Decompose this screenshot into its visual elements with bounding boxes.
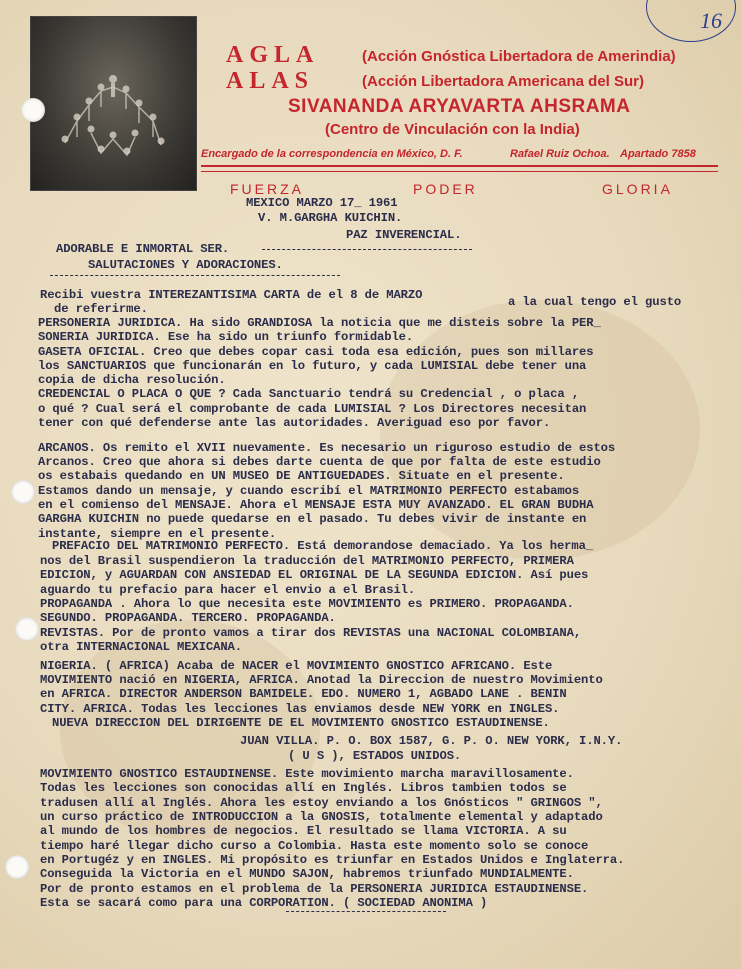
letter-line: aguardo tu prefacio para hacer el envio a el Brasil. (40, 583, 416, 597)
motto-poder: PODER (413, 181, 478, 197)
letter-line: en Portugéz y en INGLES. Mi propósito es triunfar en Estados Unidos e Inglaterra. (40, 853, 625, 867)
letter-line: Por de pronto estamos en el problema de la PERSONERIA JURIDICA ESTAUDINENSE. (40, 882, 589, 896)
letter-line: ( U S ), ESTADOS UNIDOS. (288, 749, 462, 763)
letter-line: PERSONERIA JURIDICA. Ha sido GRANDIOSA la noticia que me disteis sobre la PER_ (38, 316, 601, 330)
po-box: Apartado 7858 (620, 148, 696, 160)
letter-line: tradusen allí al Inglés. Ahora les estoy enviando a los Gnósticos " GRINGOS ", (40, 796, 603, 810)
letter-line: CREDENCIAL O PLACA O QUE ? Cada Sanctuario tendrá su Credencial , o placa , (38, 387, 580, 401)
letter-line: Recibi vuestra INTEREZANTISIMA CARTA de el 8 de MARZO (40, 288, 423, 302)
letter-line: ARCANOS. Os remito el XVII nuevamente. Es necesario un riguroso estudio de estos (38, 441, 616, 455)
letter-line: ADORABLE E INMORTAL SER. (56, 242, 230, 256)
letter-line: MOVIMIENTO nació en NIGERIA, AFRICA. Anotad la Direccion de nuestro Movimiento (40, 673, 603, 687)
org1-description: (Acción Gnóstica Libertadora de Amerindia) (362, 48, 676, 65)
letter-line: a la cual tengo el gusto (508, 295, 682, 309)
letter-line: GASETA OFICIAL. Creo que debes copar casi toda esa edición, pues son millares (38, 345, 594, 359)
corner-circle-mark (646, 0, 736, 42)
letter-line: tiempo haré llegar dicho curso a Colombia. Hasta este momento solo se conoce (40, 839, 589, 853)
letter-line: instante, siempre en el presente. (38, 527, 277, 541)
letter-line: nos del Brasil suspendieron la traducción del MATRIMONIO PERFECTO, PRIMERA (40, 554, 574, 568)
org2-description: (Acción Libertadora Americana del Sur) (362, 73, 645, 90)
letter-line: MOVIMIENTO GNOSTICO ESTAUDINENSE. Este movimiento marcha maravillosamente. (40, 767, 574, 781)
letter-line: EDICION, y AGUARDAN CON ANSIEDAD EL ORIGINAL DE LA SEGUNDA EDICION. Así pues (40, 568, 589, 582)
letter-line: Estamos dando un mensaje, y cuando escribí el MATRIMONIO PERFECTO estabamos (38, 484, 580, 498)
correspondence-note: Encargado de la correspondencia en México, D. F. (201, 148, 463, 160)
letter-line: o qué ? Cual será el comprobante de cada LUMISIAL ? Los Directores necesitan (38, 402, 587, 416)
letter-line: al mundo de los hombres de negocios. El resultado se llama VICTORIA. A su (40, 824, 567, 838)
letter-line: de referirme. (54, 302, 148, 316)
letter-line: Arcanos. Creo que ahora si debes darte cuenta de que por falta de este estudio (38, 455, 601, 469)
motto-fuerza: FUERZA (230, 181, 304, 197)
dashed-line (50, 275, 340, 276)
letter-line: Conseguida la Victoria en el MUNDO SAJON, habremos triunfado MUNDIALMENTE. (40, 867, 574, 881)
letter-line: PREFACIO DEL MATRIMONIO PERFECTO. Está demorandose demaciado. Ya los herma_ (52, 539, 594, 553)
letter-line: GARGHA KUICHIN no puede quedarse en el pasado. Tu debes vivir de instante en (38, 512, 587, 526)
letter-line: NUEVA DIRECCION DEL DIRIGENTE DE EL MOVIMIENTO GNOSTICO ESTAUDINENSE. (52, 716, 550, 730)
letter-line: un curso práctico de INTRODUCCION a la GNOSIS, totalmente elemental y adaptado (40, 810, 603, 824)
dancers-photo (30, 16, 197, 191)
letter-date: MEXICO MARZO 17_ 1961 (246, 196, 398, 210)
letter-line: otra INTERNACIONAL MEXICANA. (40, 640, 242, 654)
letter-line: en AFRICA. DIRECTOR ANDERSON BAMIDELE. EDO. NUMERO 1, AGBADO LANE . BENIN (40, 687, 567, 701)
letter-line: REVISTAS. Por de pronto vamos a tirar dos REVISTAS una NACIONAL COLOMBIANA, (40, 626, 582, 640)
letter-addressee: V. M.GARGHA KUICHIN. (258, 211, 403, 225)
header-rule (201, 171, 718, 172)
org2-name: ALAS (226, 68, 315, 94)
dashed-line (262, 249, 472, 250)
letter-line: copia de dicha resolución. (38, 373, 226, 387)
letter-line: SALUTACIONES Y ADORACIONES. (88, 258, 283, 272)
letter-line: los SANCTUARIOS que funcionarán en lo futuro, y cada LUMISIAL debe tener una (38, 359, 587, 373)
org3-name: SIVANANDA ARYAVARTA AHSRAMA (288, 96, 631, 117)
punch-hole (5, 855, 29, 879)
motto-gloria: GLORIA (602, 181, 673, 197)
punch-hole (21, 98, 45, 122)
letter-line: Todas les lecciones son conocidas allí en Inglés. Libros tambien todos se (40, 781, 567, 795)
letter-line: Esta se sacará como para una CORPORATION. ( SOCIEDAD ANONIMA ) (40, 896, 488, 910)
letter-line: en el comienso del MENSAJE. Ahora el MENSAJE ESTA MUY AVANZADO. EL GRAN BUDHA (38, 498, 594, 512)
letter-salutation: PAZ INVERENCIAL. (346, 228, 462, 242)
org1-name: AGLA (226, 42, 320, 68)
letter-line: SONERIA JURIDICA. Ese ha sido un triunfo formidable. (38, 330, 414, 344)
correspondent-name: Rafael Ruiz Ochoa. (510, 148, 610, 160)
punch-hole (11, 480, 35, 504)
letter-line: JUAN VILLA. P. O. BOX 1587, G. P. O. NEW YORK, I.N.Y. (240, 734, 623, 748)
header-rule (201, 165, 718, 167)
punch-hole (15, 617, 39, 641)
letter-line: PROPAGANDA . Ahora lo que necesita este MOVIMIENTO es PRIMERO. PROPAGANDA. (40, 597, 574, 611)
corner-number: 16 (700, 8, 722, 33)
letter-line: NIGERIA. ( AFRICA) Acaba de NACER el MOVIMIENTO GNOSTICO AFRICANO. Este (40, 659, 553, 673)
letter-line: SEGUNDO. PROPAGANDA. TERCERO. PROPAGANDA. (40, 611, 336, 625)
org3-description: (Centro de Vinculación con la India) (325, 121, 580, 138)
letter-line: tener con qué defenderse ante las autoridades. Averiguad eso por favor. (38, 416, 551, 430)
letter-line: CITY. AFRICA. Todas les lecciones las enviamos desde NEW YORK en INGLES. (40, 702, 560, 716)
dashed-line (286, 911, 446, 912)
letter-line: os estabais quedando en UN MUSEO DE ANTIGUEDADES. Situate en el presente. (38, 469, 565, 483)
